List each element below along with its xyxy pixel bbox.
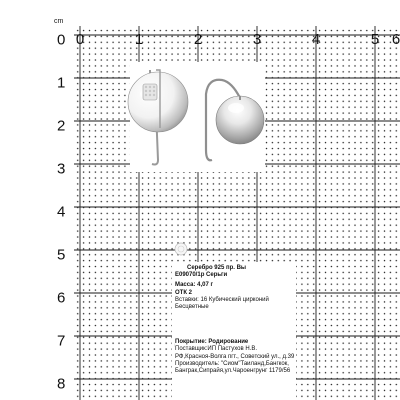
ruler-top-4: 4 [311,31,321,48]
ruler-top-0: 0 [75,31,85,48]
tag-article: E09070/1р Серьги [175,272,228,279]
ruler-top-5: 5 [370,31,380,48]
tag-material: Серебро 925 пр. Вы [187,265,247,271]
ruler-left-2: 2 [57,117,66,135]
tag-inserts-color: Бесцветные [175,304,209,311]
ruler-top-2: 2 [193,31,203,48]
tag-mass: Масса: 4,07 г [175,282,214,289]
tag-otk: ОТК 2 [175,289,192,296]
ruler-unit-label: cm [54,18,64,25]
tag-supplier-address: РФ,Красноя-Волга пгт., Советский ул., д.39 [175,353,295,360]
product-tag [175,265,293,400]
ruler-top-6: 6 [391,31,400,48]
ruler-left-0: 0 [57,31,66,49]
tag-supplier: Поставщик:ИП Пастухов Н.В. [175,346,257,353]
ruler-left-7: 7 [57,332,66,350]
ruler-left-3: 3 [57,160,66,178]
tag-coating: Покрытие: Родирование [175,339,249,346]
tag-inserts: Вставки: 16 Кубический цирконий [175,296,269,303]
ruler-left-1: 1 [57,74,66,92]
ruler-top-3: 3 [252,31,262,48]
tag-manufacturer-address: Банграк,Сипрайя,ул.Чарoенгрунг 1179/56 [175,368,291,375]
hologram-sticker-top [175,243,187,255]
tag-manufacturer: Производитель: "Сиом"Таиланд,Бангкок, [175,360,289,367]
ruler-left-5: 5 [57,246,66,264]
ruler-left-4: 4 [57,203,66,221]
ruler-left-8: 8 [57,375,66,393]
ruler-top-1: 1 [134,31,144,48]
ruler-left-6: 6 [57,289,66,307]
